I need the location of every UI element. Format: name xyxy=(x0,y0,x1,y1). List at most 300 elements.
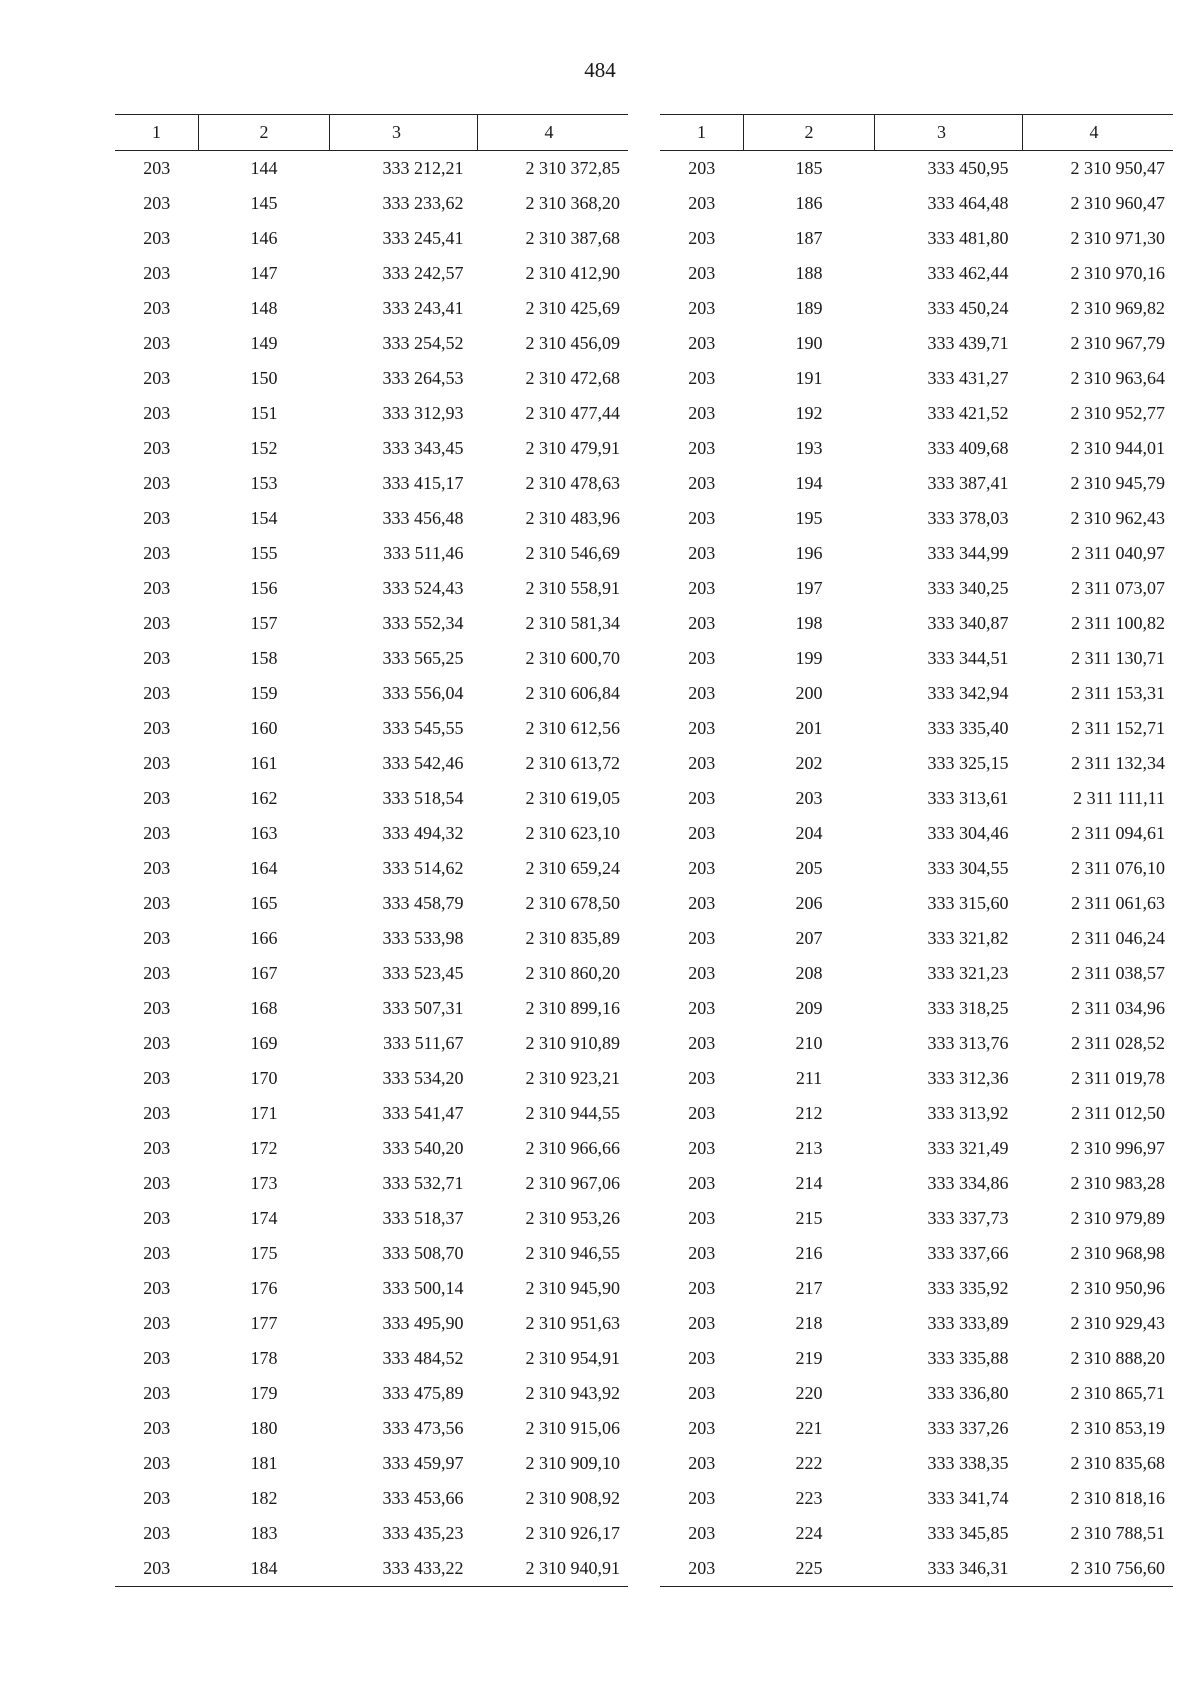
table-cell: 333 439,71 xyxy=(927,333,1009,353)
table-cell: 333 453,66 xyxy=(382,1488,464,1508)
table-cell: 147 xyxy=(250,263,278,283)
table-row xyxy=(115,396,628,431)
table-cell: 158 xyxy=(250,648,278,668)
table-cell: 2 310 368,20 xyxy=(525,193,620,213)
table-cell: 333 304,46 xyxy=(927,823,1009,843)
table-cell: 185 xyxy=(795,158,823,178)
table-cell: 2 310 865,71 xyxy=(1070,1383,1165,1403)
table-row xyxy=(660,1236,1173,1271)
table-cell: 2 310 546,69 xyxy=(525,543,620,563)
table-cell: 184 xyxy=(199,1551,330,1587)
table-cell: 2 310 969,82 xyxy=(1070,298,1165,318)
table-cell: 333 312,36 xyxy=(927,1068,1009,1088)
table-cell: 2 310 483,96 xyxy=(525,508,620,528)
table-row xyxy=(660,1131,1173,1166)
table-cell: 148 xyxy=(250,298,278,318)
table-row xyxy=(115,1446,628,1481)
table-cell: 203 xyxy=(688,473,716,493)
table-cell: 333 242,57 xyxy=(382,263,464,283)
table-cell: 203 xyxy=(143,683,171,703)
table-cell: 180 xyxy=(250,1418,278,1438)
table-row xyxy=(115,1306,628,1341)
table-cell: 333 511,67 xyxy=(383,1033,464,1053)
table-cell: 2 310 944,55 xyxy=(525,1103,620,1123)
table-cell: 2 310 926,17 xyxy=(525,1523,620,1543)
table-cell: 156 xyxy=(250,578,278,598)
table-cell: 223 xyxy=(795,1488,823,1508)
table-cell: 205 xyxy=(795,858,823,878)
table-cell: 203 xyxy=(688,683,716,703)
table-row xyxy=(660,291,1173,326)
table-cell: 333 532,71 xyxy=(382,1173,464,1193)
table-row xyxy=(660,1166,1173,1201)
table-row xyxy=(115,501,628,536)
table-cell: 212 xyxy=(795,1103,823,1123)
table-cell: 194 xyxy=(795,473,823,493)
table-cell: 333 494,32 xyxy=(382,823,464,843)
table-cell: 203 xyxy=(143,1173,171,1193)
table-cell: 2 311 111,11 xyxy=(1073,788,1165,808)
table-cell: 206 xyxy=(795,893,823,913)
table-cell: 203 xyxy=(143,753,171,773)
table-cell: 203 xyxy=(795,788,823,808)
table-cell: 163 xyxy=(250,823,278,843)
table-cell: 2 310 915,06 xyxy=(525,1418,620,1438)
table-row xyxy=(660,1341,1173,1376)
table-cell: 203 xyxy=(688,753,716,773)
table-row xyxy=(115,816,628,851)
table-row xyxy=(115,711,628,746)
table-cell: 203 xyxy=(143,1418,171,1438)
table-cell: 211 xyxy=(795,1068,823,1088)
table-cell: 333 433,22 xyxy=(330,1551,478,1587)
table-cell: 203 xyxy=(143,1278,171,1298)
table-row xyxy=(660,1061,1173,1096)
table-cell: 191 xyxy=(795,368,823,388)
table-cell: 333 340,87 xyxy=(927,613,1009,633)
table-cell: 333 518,54 xyxy=(382,788,464,808)
table-cell: 203 xyxy=(143,858,171,878)
table-row xyxy=(660,396,1173,431)
table-cell: 333 518,37 xyxy=(382,1208,464,1228)
table-cell: 333 334,86 xyxy=(927,1173,1009,1193)
table-row xyxy=(660,1411,1173,1446)
table-cell: 333 344,51 xyxy=(927,648,1009,668)
table-cell: 160 xyxy=(250,718,278,738)
table-cell: 203 xyxy=(143,473,171,493)
table-cell: 2 311 132,34 xyxy=(1071,753,1165,773)
table-cell: 2 310 899,16 xyxy=(525,998,620,1018)
table-cell: 333 321,82 xyxy=(927,928,1009,948)
table-cell: 333 312,93 xyxy=(382,403,464,423)
table-cell: 203 xyxy=(688,158,716,178)
table-cell: 333 343,45 xyxy=(382,438,464,458)
table-cell: 215 xyxy=(795,1208,823,1228)
table-cell: 218 xyxy=(795,1313,823,1333)
table-row xyxy=(660,1096,1173,1131)
table-row xyxy=(115,186,628,221)
table-cell: 333 333,89 xyxy=(927,1313,1009,1333)
table-cell: 203 xyxy=(688,1418,716,1438)
table-row xyxy=(660,1376,1173,1411)
table-cell: 203 xyxy=(688,1453,716,1473)
table-row xyxy=(115,361,628,396)
table-cell: 2 310 606,84 xyxy=(525,683,620,703)
table-cell: 203 xyxy=(143,543,171,563)
table-row xyxy=(115,256,628,291)
table-cell: 182 xyxy=(250,1488,278,1508)
table-cell: 204 xyxy=(795,823,823,843)
table-row xyxy=(660,1201,1173,1236)
table-row xyxy=(115,1201,628,1236)
table-cell: 159 xyxy=(250,683,278,703)
table-row xyxy=(660,886,1173,921)
table-cell: 203 xyxy=(143,368,171,388)
table-cell: 187 xyxy=(795,228,823,248)
table-row xyxy=(660,641,1173,676)
table-cell: 2 311 076,10 xyxy=(1071,858,1165,878)
table-cell: 333 233,62 xyxy=(382,193,464,213)
table-cell: 333 450,95 xyxy=(927,158,1009,178)
table-cell: 333 514,62 xyxy=(382,858,464,878)
table-row xyxy=(115,956,628,991)
table-cell: 2 310 600,70 xyxy=(525,648,620,668)
table-cell: 2 310 951,63 xyxy=(525,1313,620,1333)
table-cell: 217 xyxy=(795,1278,823,1298)
table-row xyxy=(115,746,628,781)
table-cell: 2 310 853,19 xyxy=(1070,1418,1165,1438)
table-cell: 188 xyxy=(795,263,823,283)
table-cell: 201 xyxy=(795,718,823,738)
table-row xyxy=(660,501,1173,536)
table-cell: 333 415,17 xyxy=(382,473,464,493)
table-cell: 224 xyxy=(795,1523,823,1543)
column-header: 1 xyxy=(660,115,744,151)
table-cell: 2 311 038,57 xyxy=(1071,963,1165,983)
table-cell: 175 xyxy=(250,1243,278,1263)
table-row xyxy=(115,676,628,711)
table-cell: 203 xyxy=(688,893,716,913)
table-cell: 203 xyxy=(143,1208,171,1228)
table-row xyxy=(115,326,628,361)
table-cell: 203 xyxy=(143,1033,171,1053)
table-row xyxy=(660,676,1173,711)
table-cell: 203 xyxy=(688,1138,716,1158)
table-cell: 2 310 558,91 xyxy=(525,578,620,598)
table-cell: 333 304,55 xyxy=(927,858,1009,878)
table-row xyxy=(115,641,628,676)
coordinates-table-right xyxy=(660,114,1173,1587)
table-row xyxy=(660,326,1173,361)
table-cell: 333 484,52 xyxy=(382,1348,464,1368)
table-cell: 2 310 908,92 xyxy=(525,1488,620,1508)
table-cell: 213 xyxy=(795,1138,823,1158)
table-cell: 171 xyxy=(250,1103,278,1123)
table-cell: 2 310 372,85 xyxy=(525,158,620,178)
table-cell: 333 552,34 xyxy=(382,613,464,633)
table-cell: 181 xyxy=(250,1453,278,1473)
table-cell: 333 481,80 xyxy=(927,228,1009,248)
table-cell: 203 xyxy=(688,648,716,668)
table-cell: 203 xyxy=(143,158,171,178)
table-cell: 183 xyxy=(250,1523,278,1543)
page-number: 484 xyxy=(584,58,616,82)
table-cell: 2 310 979,89 xyxy=(1070,1208,1165,1228)
table-cell: 333 511,46 xyxy=(383,543,464,563)
table-cell: 333 495,90 xyxy=(382,1313,464,1333)
table-cell: 333 540,20 xyxy=(382,1138,464,1158)
table-cell: 2 311 028,52 xyxy=(1071,1033,1165,1053)
table-cell: 333 313,76 xyxy=(927,1033,1009,1053)
table-cell: 333 336,80 xyxy=(927,1383,1009,1403)
table-row xyxy=(660,256,1173,291)
table-cell: 333 565,25 xyxy=(382,648,464,668)
header-row xyxy=(115,115,628,151)
table-cell: 203 xyxy=(143,823,171,843)
table-cell: 203 xyxy=(688,1033,716,1053)
table-cell: 2 310 612,56 xyxy=(525,718,620,738)
table-cell: 2 310 835,89 xyxy=(525,928,620,948)
table-cell: 2 310 477,44 xyxy=(525,403,620,423)
table-row xyxy=(660,571,1173,606)
table-cell: 2 310 910,89 xyxy=(525,1033,620,1053)
table-row xyxy=(115,1271,628,1306)
table-cell: 203 xyxy=(688,1348,716,1368)
table-cell: 2 310 952,77 xyxy=(1070,403,1165,423)
table-cell: 333 464,48 xyxy=(927,193,1009,213)
table-cell: 333 473,56 xyxy=(382,1418,464,1438)
table-cell: 333 524,43 xyxy=(382,578,464,598)
table-cell: 333 545,55 xyxy=(382,718,464,738)
table-cell: 333 335,92 xyxy=(927,1278,1009,1298)
table-cell: 203 xyxy=(688,1208,716,1228)
table-cell: 333 264,53 xyxy=(382,368,464,388)
column-header: 2 xyxy=(199,115,330,151)
table-cell: 203 xyxy=(688,508,716,528)
table-cell: 203 xyxy=(143,613,171,633)
table-cell: 333 507,31 xyxy=(382,998,464,1018)
table-cell: 170 xyxy=(250,1068,278,1088)
table-cell: 203 xyxy=(143,648,171,668)
table-cell: 333 313,61 xyxy=(927,788,1009,808)
table-cell: 203 xyxy=(143,893,171,913)
table-cell: 333 345,85 xyxy=(927,1523,1009,1543)
table-cell: 333 212,21 xyxy=(382,158,464,178)
table-cell: 145 xyxy=(250,193,278,213)
table-cell: 196 xyxy=(795,543,823,563)
table-cell: 203 xyxy=(688,998,716,1018)
table-cell: 2 311 034,96 xyxy=(1071,998,1165,1018)
table-cell: 203 xyxy=(688,368,716,388)
table-cell: 203 xyxy=(688,1383,716,1403)
table-row xyxy=(115,466,628,501)
table-row xyxy=(115,1376,628,1411)
table-cell: 203 xyxy=(143,1243,171,1263)
table-cell: 203 xyxy=(688,438,716,458)
column-header: 3 xyxy=(875,115,1023,151)
table-cell: 2 311 012,50 xyxy=(1071,1103,1165,1123)
table-row xyxy=(115,151,628,187)
table-row xyxy=(115,1411,628,1446)
table-cell: 146 xyxy=(250,228,278,248)
table-cell: 203 xyxy=(688,228,716,248)
table-cell: 203 xyxy=(143,963,171,983)
table-cell: 333 337,66 xyxy=(927,1243,1009,1263)
table-row xyxy=(660,151,1173,187)
table-cell: 2 310 472,68 xyxy=(525,368,620,388)
table-row xyxy=(660,1026,1173,1061)
table-cell: 2 310 456,09 xyxy=(525,333,620,353)
table-cell: 2 310 581,34 xyxy=(525,613,620,633)
table-cell: 216 xyxy=(795,1243,823,1263)
table-row xyxy=(660,431,1173,466)
table-row xyxy=(660,711,1173,746)
table-cell: 2 310 387,68 xyxy=(525,228,620,248)
table-cell: 165 xyxy=(250,893,278,913)
table-cell: 333 325,15 xyxy=(927,753,1009,773)
table-row xyxy=(115,1096,628,1131)
table-cell: 2 310 613,72 xyxy=(525,753,620,773)
table-cell: 2 311 152,71 xyxy=(1071,718,1165,738)
table-cell: 333 556,04 xyxy=(382,683,464,703)
table-cell: 202 xyxy=(795,753,823,773)
table-cell: 203 xyxy=(143,298,171,318)
table-row xyxy=(660,1271,1173,1306)
table-cell: 155 xyxy=(250,543,278,563)
table-cell: 333 335,40 xyxy=(927,718,1009,738)
table-cell: 2 310 923,21 xyxy=(525,1068,620,1088)
table-cell: 2 310 967,06 xyxy=(525,1173,620,1193)
table-cell: 168 xyxy=(250,998,278,1018)
table-cell: 197 xyxy=(795,578,823,598)
table-row xyxy=(660,361,1173,396)
table-cell: 2 311 130,71 xyxy=(1071,648,1165,668)
table-cell: 333 387,41 xyxy=(927,473,1009,493)
table-cell: 333 458,79 xyxy=(382,893,464,913)
table-cell: 2 310 678,50 xyxy=(525,893,620,913)
table-cell: 2 310 412,90 xyxy=(525,263,620,283)
table-cell: 203 xyxy=(143,998,171,1018)
table-cell: 2 310 968,98 xyxy=(1070,1243,1165,1263)
table-cell: 333 378,03 xyxy=(927,508,1009,528)
table-cell: 2 310 756,60 xyxy=(1023,1551,1174,1587)
table-cell: 2 311 061,63 xyxy=(1071,893,1165,913)
table-cell: 178 xyxy=(250,1348,278,1368)
table-cell: 2 310 960,47 xyxy=(1070,193,1165,213)
table-cell: 333 337,26 xyxy=(927,1418,1009,1438)
table-cell: 207 xyxy=(795,928,823,948)
table-cell: 151 xyxy=(250,403,278,423)
table-cell: 203 xyxy=(143,403,171,423)
column-header: 3 xyxy=(330,115,478,151)
table-cell: 162 xyxy=(250,788,278,808)
table-cell: 203 xyxy=(688,333,716,353)
table-cell: 333 254,52 xyxy=(382,333,464,353)
table-cell: 203 xyxy=(688,718,716,738)
table-cell: 203 xyxy=(688,1523,716,1543)
table-cell: 203 xyxy=(143,228,171,248)
table-row xyxy=(115,536,628,571)
table-cell: 203 xyxy=(688,1488,716,1508)
table-row xyxy=(660,746,1173,781)
table-cell: 152 xyxy=(250,438,278,458)
table-cell: 333 341,74 xyxy=(927,1488,1009,1508)
column-header: 4 xyxy=(1023,115,1174,151)
table-cell: 333 315,60 xyxy=(927,893,1009,913)
table-row xyxy=(660,1481,1173,1516)
table-row xyxy=(115,571,628,606)
table-cell: 225 xyxy=(744,1551,875,1587)
table-row xyxy=(660,1516,1173,1551)
column-header: 2 xyxy=(744,115,875,151)
table-cell: 333 335,88 xyxy=(927,1348,1009,1368)
table-cell: 333 431,27 xyxy=(927,368,1009,388)
table-row xyxy=(660,851,1173,886)
table-cell: 203 xyxy=(143,333,171,353)
table-cell: 200 xyxy=(795,683,823,703)
table-cell: 333 243,41 xyxy=(382,298,464,318)
table-row xyxy=(660,991,1173,1026)
table-cell: 2 310 970,16 xyxy=(1070,263,1165,283)
table-cell: 203 xyxy=(143,928,171,948)
table-cell: 203 xyxy=(688,1173,716,1193)
table-cell: 333 541,47 xyxy=(382,1103,464,1123)
table-row xyxy=(660,466,1173,501)
table-cell: 333 342,94 xyxy=(927,683,1009,703)
table-cell: 2 311 073,07 xyxy=(1071,578,1165,598)
table-cell: 2 310 945,79 xyxy=(1070,473,1165,493)
table-cell: 177 xyxy=(250,1313,278,1333)
table-cell: 2 310 946,55 xyxy=(525,1243,620,1263)
table-cell: 2 310 944,01 xyxy=(1070,438,1165,458)
table-cell: 203 xyxy=(143,1348,171,1368)
table-row xyxy=(115,1551,628,1587)
table-cell: 161 xyxy=(250,753,278,773)
table-row xyxy=(115,1341,628,1376)
table-cell: 203 xyxy=(688,1278,716,1298)
table-cell: 203 xyxy=(143,1453,171,1473)
table-row xyxy=(660,1446,1173,1481)
table-cell: 203 xyxy=(143,1103,171,1123)
table-cell: 2 310 983,28 xyxy=(1070,1173,1165,1193)
table-cell: 189 xyxy=(795,298,823,318)
table-cell: 333 475,89 xyxy=(382,1383,464,1403)
table-cell: 2 310 888,20 xyxy=(1070,1348,1165,1368)
table-cell: 2 310 943,92 xyxy=(525,1383,620,1403)
table-cell: 2 311 046,24 xyxy=(1071,928,1165,948)
table-cell: 214 xyxy=(795,1173,823,1193)
table-cell: 174 xyxy=(250,1208,278,1228)
table-cell: 169 xyxy=(250,1033,278,1053)
table-cell: 2 310 940,91 xyxy=(478,1551,629,1587)
table-cell: 333 533,98 xyxy=(382,928,464,948)
table-cell: 203 xyxy=(688,1313,716,1333)
table-cell: 333 456,48 xyxy=(382,508,464,528)
table-cell: 333 321,49 xyxy=(927,1138,1009,1158)
table-cell: 203 xyxy=(143,1383,171,1403)
table-cell: 203 xyxy=(688,263,716,283)
table-cell: 2 310 963,64 xyxy=(1070,368,1165,388)
table-cell: 220 xyxy=(795,1383,823,1403)
table-row xyxy=(115,886,628,921)
column-header: 4 xyxy=(478,115,629,151)
table-cell: 333 344,99 xyxy=(927,543,1009,563)
table-cell: 2 310 425,69 xyxy=(525,298,620,318)
table-row xyxy=(115,921,628,956)
table-row xyxy=(115,1516,628,1551)
table-cell: 203 xyxy=(688,613,716,633)
table-cell: 333 313,92 xyxy=(927,1103,1009,1123)
